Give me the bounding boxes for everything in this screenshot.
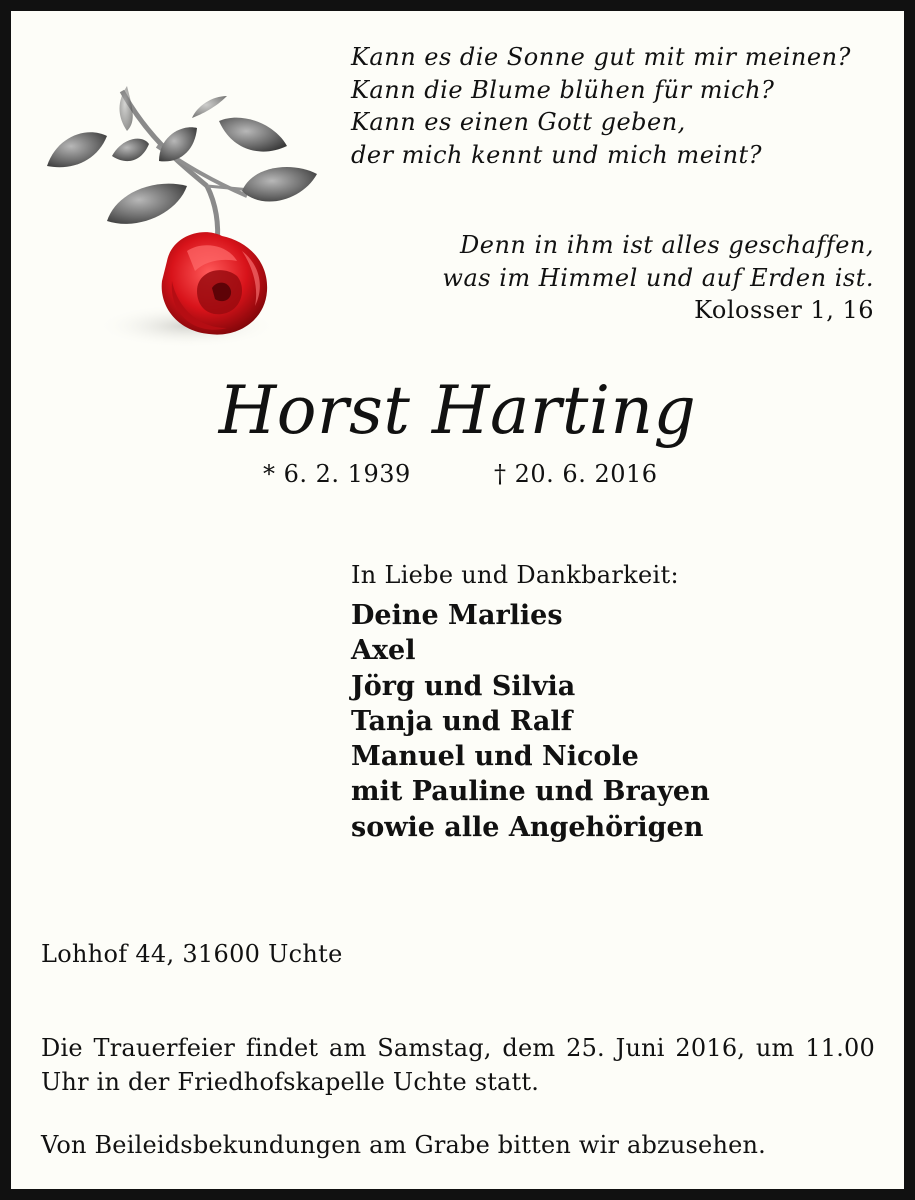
verse-line: was im Himmel und auf Erden ist. bbox=[442, 263, 874, 292]
funeral-info: Die Trauerfeier findet am Samstag, dem 25. Juni 2016, um 11.00 Uhr in der Friedhofskapelle Uchte statt. bbox=[41, 1034, 875, 1096]
family-list bbox=[351, 558, 891, 845]
address: Lohhof 44, 31600 Uchte bbox=[41, 940, 343, 968]
poem bbox=[351, 41, 891, 171]
bible-verse bbox=[374, 229, 874, 327]
family-member: Tanja und Ralf bbox=[351, 705, 573, 737]
family-member: Axel bbox=[351, 635, 416, 667]
poem-line: Kann die Blume blühen für mich? bbox=[351, 75, 775, 104]
family-member: sowie alle Angehörigen bbox=[351, 811, 704, 843]
deceased-name: Horst Harting bbox=[218, 372, 697, 449]
family-member: mit Pauline und Brayen bbox=[351, 776, 710, 808]
poem-line: Kann es einen Gott geben, bbox=[351, 108, 686, 136]
family-member: Deine Marlies bbox=[351, 600, 563, 631]
red-rose-image bbox=[37, 66, 337, 356]
birth-date: * 6. 2. 1939 bbox=[263, 460, 411, 488]
condolence-note: Von Beileidsbekundungen am Grabe bitten wir abzusehen. bbox=[41, 1131, 766, 1159]
death-date: † 20. 6. 2016 bbox=[494, 460, 658, 488]
verse-reference: Kolosser 1, 16 bbox=[694, 296, 874, 324]
family-intro: In Liebe und Dankbarkeit: bbox=[351, 561, 679, 589]
poem-line: der mich kennt und mich meint? bbox=[351, 140, 763, 169]
verse-line: Denn in ihm ist alles geschaffen, bbox=[460, 231, 874, 259]
family-member: Jörg und Silvia bbox=[351, 670, 576, 702]
family-member: Manuel und Nicole bbox=[351, 741, 639, 773]
poem-line: Kann es die Sonne gut mit mir meinen? bbox=[351, 43, 851, 71]
